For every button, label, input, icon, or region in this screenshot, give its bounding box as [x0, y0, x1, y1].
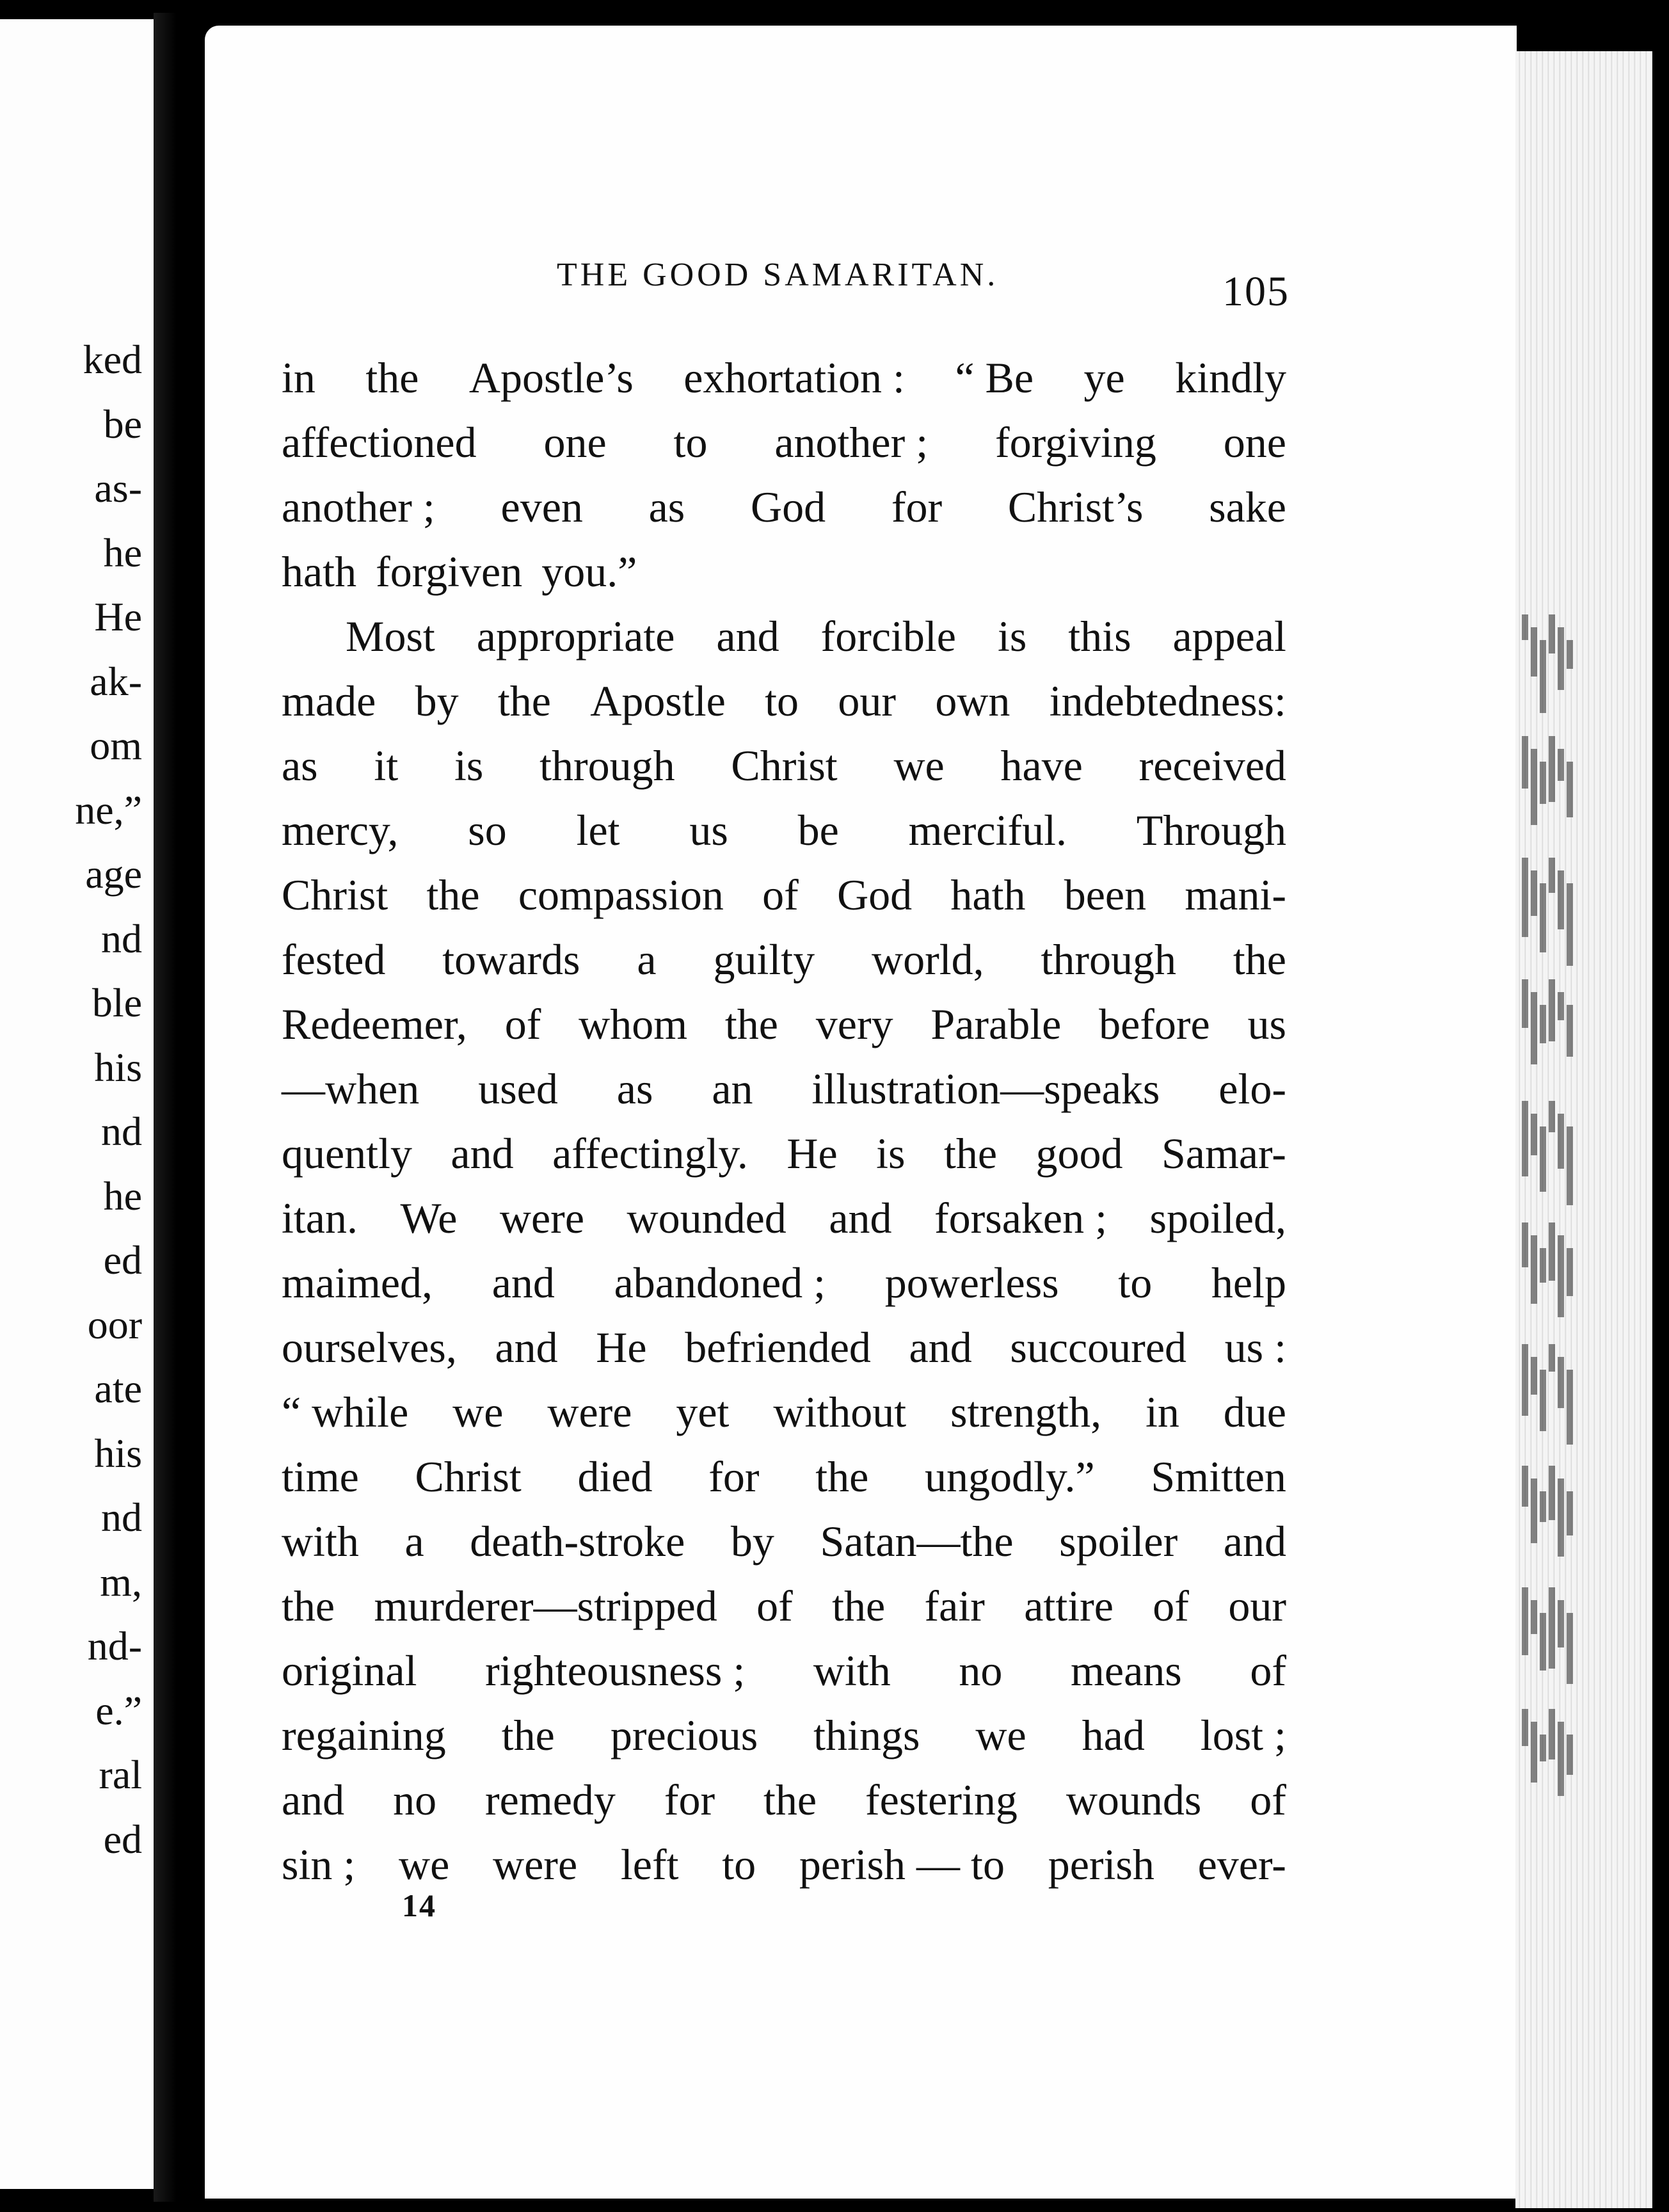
left-page-fragment: as-	[94, 465, 142, 511]
book-gutter	[154, 13, 205, 2202]
word: Christ	[731, 741, 838, 790]
word: been	[1064, 870, 1147, 919]
left-page-fragment: He	[94, 594, 142, 639]
left-page-fragment: nd	[101, 1495, 142, 1540]
word: our	[838, 677, 897, 725]
word: original	[282, 1646, 417, 1695]
word: of	[762, 870, 799, 919]
word: were	[499, 1194, 585, 1242]
left-page-fragment: ral	[99, 1752, 142, 1797]
word: us :	[1224, 1323, 1286, 1372]
left-page-fragment: ed	[103, 1816, 142, 1862]
page-edge-mark	[1567, 640, 1573, 669]
left-page-fragment: ak-	[90, 658, 142, 704]
page-edge-mark	[1549, 1466, 1555, 1520]
text-line	[282, 1251, 1286, 1315]
word: the	[497, 677, 551, 725]
word: Samar-	[1161, 1129, 1286, 1178]
page-number: 105	[1222, 268, 1290, 315]
page-edge-mark	[1549, 1587, 1555, 1669]
word: the	[724, 1000, 778, 1048]
word: kindly	[1175, 353, 1286, 402]
word: “ while	[282, 1388, 409, 1436]
word: in	[282, 353, 315, 402]
word: through	[539, 741, 675, 790]
word: sin ;	[282, 1840, 356, 1889]
word: and	[491, 1258, 555, 1307]
page-edge-mark	[1540, 883, 1546, 952]
left-page-fragment: his	[94, 1430, 142, 1476]
text-line	[282, 604, 1286, 669]
word: He	[596, 1323, 647, 1372]
page-edge-mark	[1558, 749, 1564, 781]
word: Smitten	[1151, 1452, 1286, 1501]
word: of	[1153, 1582, 1189, 1630]
word: another ;	[282, 483, 435, 531]
word: Redeemer,	[282, 1000, 467, 1048]
word: for	[708, 1452, 760, 1501]
word: a	[637, 935, 657, 984]
word: and	[716, 612, 779, 661]
page-edge-mark	[1567, 1735, 1573, 1775]
word: spoiled,	[1149, 1194, 1286, 1242]
left-page-fragment: om	[90, 723, 142, 768]
word: you.”	[541, 547, 637, 596]
text-line	[282, 1574, 1286, 1639]
word: used	[478, 1064, 558, 1113]
word: the	[815, 1452, 869, 1501]
left-page-fragment: ne,”	[75, 787, 142, 833]
running-head-title: THE GOOD SAMARITAN.	[557, 257, 999, 293]
word: and	[1223, 1517, 1286, 1566]
word: for	[664, 1775, 715, 1824]
left-page-fragment: age	[85, 851, 142, 897]
word: it	[374, 741, 399, 790]
left-page-fragment: m,	[100, 1559, 142, 1605]
word: of	[1250, 1646, 1286, 1695]
page-edge-mark	[1549, 1222, 1555, 1281]
word: ever-	[1197, 1840, 1286, 1889]
page-edge-mark	[1540, 1613, 1546, 1671]
text-line	[282, 1703, 1286, 1768]
left-page-fragment: ed	[103, 1237, 142, 1283]
word: the	[282, 1582, 335, 1630]
text-line	[282, 1639, 1286, 1703]
word: and	[495, 1323, 558, 1372]
word: before	[1099, 1000, 1210, 1048]
word: regaining	[282, 1711, 446, 1759]
page-edge-mark	[1540, 640, 1546, 713]
word: and	[282, 1775, 345, 1824]
word: is	[876, 1129, 906, 1178]
word: succoured	[1010, 1323, 1187, 1372]
page-edge-mark	[1549, 1709, 1555, 1759]
word: in	[1145, 1388, 1179, 1436]
page-edge-mark	[1549, 736, 1555, 802]
left-page-fragment: nd-	[87, 1623, 142, 1669]
page-edge-mark	[1522, 1709, 1528, 1746]
word: ye	[1083, 353, 1125, 402]
text-line	[282, 346, 1286, 410]
word: the	[1233, 935, 1286, 984]
left-page-fragment: he	[103, 1173, 142, 1219]
word: had	[1082, 1711, 1145, 1759]
page-edge-mark	[1549, 858, 1555, 893]
page-edge-mark	[1531, 992, 1537, 1064]
word: no	[959, 1646, 1003, 1695]
word: Satan—the	[820, 1517, 1014, 1566]
word: by	[415, 677, 459, 725]
word: whom	[579, 1000, 688, 1048]
page-edge-mark	[1558, 1722, 1564, 1796]
page-edge-mark	[1540, 762, 1546, 804]
word: the	[426, 870, 480, 919]
text-line	[282, 669, 1286, 733]
page-edge-mark	[1522, 858, 1528, 937]
page-edge-mark	[1558, 992, 1564, 1020]
page-edge-mark	[1567, 1370, 1573, 1445]
word: of	[504, 1000, 541, 1048]
word: we	[452, 1388, 504, 1436]
page-edge-mark	[1522, 736, 1528, 789]
word: to	[765, 677, 799, 725]
word: towards	[442, 935, 580, 984]
word: without	[773, 1388, 907, 1436]
page-edges	[1515, 51, 1669, 2208]
word: Apostle	[590, 677, 726, 725]
page-edge-mark	[1540, 1735, 1546, 1761]
text-line	[282, 863, 1286, 927]
text-line	[282, 1057, 1286, 1121]
word: and	[909, 1323, 972, 1372]
word: an	[712, 1064, 753, 1113]
word: of	[1250, 1775, 1286, 1824]
page-edge-mark	[1567, 1126, 1573, 1205]
word: the	[501, 1711, 555, 1759]
word: our	[1228, 1582, 1286, 1630]
word: itan.	[282, 1194, 358, 1242]
page-edge-mark	[1558, 1114, 1564, 1169]
page-edge-mark	[1522, 979, 1528, 1028]
page-edge-mark	[1522, 1222, 1528, 1267]
word: appeal	[1172, 612, 1286, 661]
word: attire	[1024, 1582, 1114, 1630]
word: the	[943, 1129, 998, 1178]
word: yet	[676, 1388, 730, 1436]
word: of	[756, 1582, 793, 1630]
word: maimed,	[282, 1258, 433, 1307]
page-edge-mark	[1549, 1101, 1555, 1132]
word: this	[1068, 612, 1131, 661]
left-page-fragment: he	[103, 529, 142, 575]
word: forsaken ;	[934, 1194, 1108, 1242]
word: be	[797, 806, 839, 854]
word: fested	[282, 935, 386, 984]
page-edge-mark	[1549, 614, 1555, 653]
page-edge-mark	[1531, 1600, 1537, 1634]
word: compassion	[518, 870, 724, 919]
page-edge-mark	[1540, 1370, 1546, 1431]
word: with	[813, 1646, 891, 1695]
page-edge-mark	[1531, 1235, 1537, 1304]
word: precious	[610, 1711, 758, 1759]
left-page-fragment: e.”	[95, 1687, 142, 1733]
word: wounds	[1066, 1775, 1202, 1824]
page-edge-mark	[1540, 1005, 1546, 1043]
word: hath	[282, 547, 357, 596]
page-edge-mark	[1567, 1005, 1573, 1057]
word: one	[543, 418, 607, 467]
word: time	[282, 1452, 359, 1501]
word: Christ’s	[1007, 483, 1144, 531]
page-edge-mark	[1522, 1344, 1528, 1416]
page-edge-mark	[1540, 1491, 1546, 1522]
page-edge-mark	[1558, 1479, 1564, 1557]
word: the	[365, 353, 419, 402]
word: us	[689, 806, 728, 854]
word: so	[468, 806, 507, 854]
word: one	[1223, 418, 1286, 467]
page-edge-mark	[1540, 1126, 1546, 1192]
word: received	[1138, 741, 1286, 790]
left-page-fragment: ate	[94, 1366, 142, 1411]
word: mercy,	[282, 806, 399, 854]
word: illustration—speaks	[811, 1064, 1160, 1113]
word: righteousness ;	[485, 1646, 746, 1695]
word: spoiler	[1059, 1517, 1178, 1566]
word: we	[893, 741, 945, 790]
page-edge-mark	[1558, 870, 1564, 929]
page-edge-mark	[1531, 1114, 1537, 1155]
word: quently	[282, 1129, 412, 1178]
left-page-fragment: ble	[92, 980, 142, 1025]
word: appropriate	[476, 612, 675, 661]
text-line	[282, 1186, 1286, 1251]
word: to	[673, 418, 708, 467]
word: and	[451, 1129, 514, 1178]
page-edge-mark	[1549, 1344, 1555, 1372]
word: He	[787, 1129, 838, 1178]
word: perish — to	[799, 1840, 1005, 1889]
text-line	[282, 1315, 1286, 1380]
word: good	[1035, 1129, 1123, 1178]
word: is	[997, 612, 1027, 661]
word: mani-	[1185, 870, 1286, 919]
page-edge-mark	[1558, 627, 1564, 690]
word: God	[837, 870, 913, 919]
word: died	[577, 1452, 653, 1501]
page-edge-mark	[1531, 627, 1537, 677]
left-page-fragment: his	[94, 1044, 142, 1090]
word: exhortation :	[683, 353, 905, 402]
word: the	[832, 1582, 886, 1630]
page-edge-mark	[1558, 1600, 1564, 1647]
word: and	[829, 1194, 892, 1242]
word: another ;	[774, 418, 929, 467]
text-line	[282, 475, 1286, 540]
text-line	[282, 992, 1286, 1057]
word: remedy	[485, 1775, 616, 1824]
word: we	[975, 1711, 1026, 1759]
word: by	[730, 1517, 774, 1566]
left-page	[0, 19, 154, 2189]
word: were	[493, 1840, 578, 1889]
page-edge-mark	[1567, 762, 1573, 817]
word: very	[815, 1000, 893, 1048]
left-page-fragment: ked	[83, 337, 142, 382]
page-edge-mark	[1522, 1466, 1528, 1507]
word: means	[1071, 1646, 1182, 1695]
word: death-stroke	[470, 1517, 685, 1566]
left-page-fragment: nd	[101, 1109, 142, 1154]
word: things	[813, 1711, 920, 1759]
word: us	[1247, 1000, 1286, 1048]
page-edge-mark	[1567, 1613, 1573, 1684]
word: festering	[865, 1775, 1018, 1824]
page-edge-mark	[1540, 1248, 1546, 1283]
page-edge-mark	[1558, 1357, 1564, 1408]
page-edge-mark	[1549, 979, 1555, 1041]
text-line	[282, 798, 1286, 863]
word: let	[576, 806, 620, 854]
left-page-fragment: oor	[87, 1301, 142, 1347]
word: “ Be	[955, 353, 1034, 402]
word: a	[404, 1517, 424, 1566]
text-line	[282, 540, 1286, 604]
text-line	[282, 733, 1286, 798]
word: We	[400, 1194, 458, 1242]
word: no	[393, 1775, 437, 1824]
word: ourselves,	[282, 1323, 457, 1372]
word: fair	[924, 1582, 985, 1630]
word: left	[620, 1840, 679, 1889]
word: Most	[346, 612, 435, 661]
word: God	[750, 483, 826, 531]
word: forgiven	[376, 547, 523, 596]
word: world,	[871, 935, 984, 984]
text-line	[282, 1509, 1286, 1574]
word: perish	[1048, 1840, 1154, 1889]
word: to	[722, 1840, 756, 1889]
word: merciful.	[908, 806, 1067, 854]
word: through	[1041, 935, 1177, 984]
page-edge-mark	[1567, 1491, 1573, 1535]
word: were	[547, 1388, 632, 1436]
word: forcible	[820, 612, 956, 661]
word: indebtedness:	[1049, 677, 1286, 725]
text-line	[282, 1121, 1286, 1186]
word: sake	[1209, 483, 1286, 531]
text-line	[282, 927, 1286, 992]
page-edge-mark	[1522, 614, 1528, 640]
word: lost ;	[1200, 1711, 1286, 1759]
word: the	[763, 1775, 817, 1824]
word: elo-	[1218, 1064, 1286, 1113]
word: made	[282, 677, 376, 725]
word: Apostle’s	[468, 353, 634, 402]
word: help	[1211, 1258, 1286, 1307]
text-line	[282, 1445, 1286, 1509]
word: ungodly.”	[925, 1452, 1095, 1501]
word: for	[891, 483, 943, 531]
word: Parable	[930, 1000, 1062, 1048]
word: hath	[950, 870, 1026, 919]
page-edge-mark	[1531, 1357, 1537, 1395]
word: guilty	[713, 935, 815, 984]
page-edge-mark	[1531, 1479, 1537, 1543]
text-line	[282, 410, 1286, 475]
page-edge-mark	[1531, 1722, 1537, 1783]
word: is	[454, 741, 484, 790]
word: Christ	[415, 1452, 522, 1501]
page-edge-mark	[1531, 749, 1537, 825]
page-edge-mark	[1522, 1587, 1528, 1655]
word: murderer—stripped	[374, 1582, 717, 1630]
word: even	[500, 483, 583, 531]
word: as	[282, 741, 318, 790]
page-edge-mark	[1567, 1248, 1573, 1296]
word: with	[282, 1517, 359, 1566]
page-edge-mark	[1558, 1235, 1564, 1317]
word: as	[616, 1064, 653, 1113]
body-text	[282, 346, 1286, 1897]
word: abandoned ;	[614, 1258, 826, 1307]
text-line	[282, 1380, 1286, 1445]
word: affectioned	[282, 418, 477, 467]
word: strength,	[950, 1388, 1102, 1436]
page-edge-mark	[1567, 883, 1573, 966]
text-line	[282, 1768, 1286, 1832]
word: —when	[282, 1064, 420, 1113]
page-edge-mark	[1522, 1101, 1528, 1176]
word: Through	[1136, 806, 1286, 854]
word: as	[648, 483, 685, 531]
word: we	[398, 1840, 450, 1889]
left-page-fragment: be	[103, 401, 142, 447]
word: to	[1118, 1258, 1153, 1307]
signature-mark: 14	[402, 1887, 436, 1923]
word: forgiving	[995, 418, 1156, 467]
word: wounded	[627, 1194, 787, 1242]
page-edge-mark	[1531, 870, 1537, 916]
word: affectingly.	[552, 1129, 748, 1178]
word: due	[1223, 1388, 1286, 1436]
word: Christ	[282, 870, 388, 919]
word: have	[1000, 741, 1083, 790]
word: powerless	[884, 1258, 1059, 1307]
word: own	[935, 677, 1010, 725]
word: befriended	[685, 1323, 871, 1372]
left-page-fragment: nd	[101, 915, 142, 961]
